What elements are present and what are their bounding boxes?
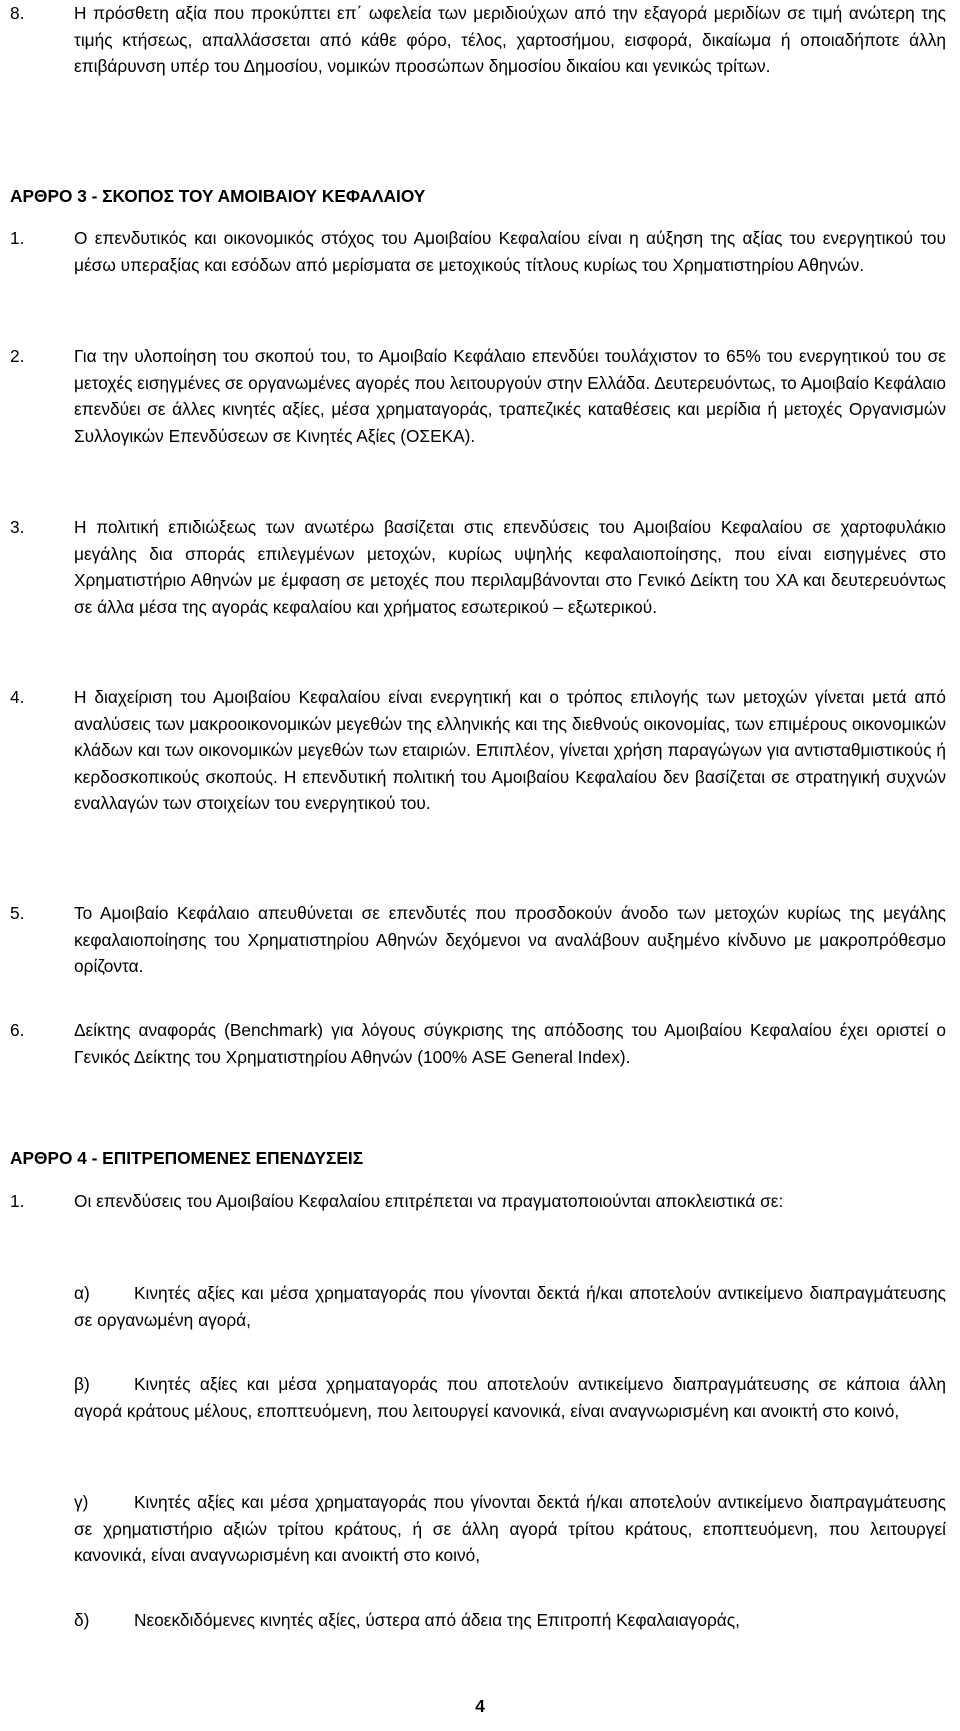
paragraph-text: Η πρόσθετη αξία που προκύπτει επ΄ ωφελεία των μεριδιούχων από την εξαγορά μεριδίων σε τιμή ανώτερη της τιμής κτήσεως, απαλλάσσεται από κάθε φόρο, τέλος, χαρτοσήμου, εισφορά, δικαίωμα ή οποιαδήποτε άλλη επιβάρυνση υπέρ του Δημοσίου, νομικών προσώπων δημοσίου δικαίου και γενικώς τρίτων. [74, 3, 946, 76]
sub-item-text: Κινητές αξίες και μέσα χρηματαγοράς που γίνονται δεκτά ή/και αποτελούν αντικείμενο διαπραγμάτευσης σε οργανωμένη αγορά, [74, 1283, 946, 1330]
sub-item-text: Κινητές αξίες και μέσα χρηματαγοράς που γίνονται δεκτά ή/και αποτελούν αντικείμενο διαπραγμάτευσης σε χρηματιστήριο αξιών τρίτου κράτους, ή σε άλλη αγορά τρίτου κράτους, εποπτευόμενη, που λειτουργεί κανονικά, είναι αναγνωρισμένη και ανοικτή στο κοινό, [74, 1492, 946, 1565]
paragraph-number: 4. [10, 687, 25, 707]
paragraph-number: 1. [10, 228, 25, 248]
paragraph-number: 2. [10, 346, 25, 366]
sub-item-label: β) [74, 1374, 90, 1394]
paragraph-text: Το Αμοιβαίο Κεφάλαιο απευθύνεται σε επενδυτές που προσδοκούν άνοδο των μετοχών κυρίως της μεγάλης κεφαλαιοποίησης του Χρηματιστηρίου Αθηνών δεχόμενοι να αναλάβουν αυξημένο κίνδυνο με μακροπρόθεσμο ορίζοντα. [74, 903, 946, 976]
paragraph-number: 5. [10, 903, 25, 923]
paragraph-number: 6. [10, 1020, 25, 1040]
paragraph-number: 1. [10, 1191, 25, 1211]
sub-item-label: γ) [74, 1492, 89, 1512]
paragraph-number: 3. [10, 517, 25, 537]
paragraph-text: Για την υλοποίηση του σκοπού του, το Αμοιβαίο Κεφάλαιο επενδύει τουλάχιστον το 65% του ενεργητικού του σε μετοχές εισηγμένες σε οργανωμένες αγορές που λειτουργούν στην Ελλάδα. Δευτερευόντως, το Αμοιβαίο Κεφάλαιο επενδύει σε άλλες κινητές αξίες, μέσα χρηματαγοράς, τραπεζικές καταθέσεις και μερίδια ή μετοχές Οργανισμών Συλλογικών Επενδύσεων σε Κινητές Αξίες (ΟΣΕΚΑ). [74, 346, 946, 446]
article-3-heading: ΑΡΘΡΟ 3 - ΣΚΟΠΟΣ ΤΟΥ ΑΜΟΙΒΑΙΟΥ ΚΕΦΑΛΑΙΟΥ [10, 186, 426, 206]
page-number: 4 [475, 1696, 485, 1716]
paragraph-text: Η πολιτική επιδιώξεως των ανωτέρω βασίζεται στις επενδύσεις του Αμοιβαίου Κεφαλαίου σε χαρτοφυλάκιο μεγάλης δια σποράς επιλεγμένων μετοχών, κυρίως υψηλής κεφαλαιοποίησης, που είναι εισηγμένες στο Χρηματιστήριο Αθηνών με έμφαση σε μετοχές που περιλαμβάνονται στο Γενικό Δείκτη του ΧΑ και δευτερευόντως σε άλλα μέσα της αγοράς κεφαλαίου και χρήματος εσωτερικού – εξωτερικού. [74, 517, 946, 617]
article-4-heading: ΑΡΘΡΟ 4 - ΕΠΙΤΡΕΠΟΜΕΝΕΣ ΕΠΕΝΔΥΣΕΙΣ [10, 1148, 364, 1168]
sub-item-label: δ) [74, 1610, 90, 1630]
paragraph-text: Οι επενδύσεις του Αμοιβαίου Κεφαλαίου επιτρέπεται να πραγματοποιούνται αποκλειστικά σε: [74, 1191, 784, 1211]
sub-item-text: Κινητές αξίες και μέσα χρηματαγοράς που αποτελούν αντικείμενο διαπραγμάτευσης σε κάποια άλλη αγορά κράτους μέλους, εποπτευόμενη, που λειτουργεί κανονικά, είναι αναγνωρισμένη και ανοικτή στο κοινό, [74, 1374, 946, 1421]
sub-item-label: α) [74, 1283, 90, 1303]
paragraph-number: 8. [10, 3, 25, 23]
paragraph-text: Η διαχείριση του Αμοιβαίου Κεφαλαίου είναι ενεργητική και ο τρόπος επιλογής των μετοχών γίνεται μετά από αναλύσεις των μακροοικονομικών μεγεθών της ελληνικής και της διεθνούς οικονομίας, των επιμέρους οικονομικών κλάδων και των οικονομικών μεγεθών των εταιριών. Επιπλέον, γίνεται χρήση παραγώγων για αντισταθμιστικούς ή κερδοσκοπικούς σκοπούς. Η επενδυτική πολιτική του Αμοιβαίου Κεφαλαίου δεν βασίζεται σε στρατηγική συχνών εναλλαγών των στοιχείων του ενεργητικού του. [74, 687, 946, 813]
sub-item-text: Νεοεκδιδόμενες κινητές αξίες, ύστερα από άδεια της Επιτροπή Κεφαλαιαγοράς, [134, 1610, 740, 1630]
paragraph-text: Δείκτης αναφοράς (Benchmark) για λόγους σύγκρισης της απόδοσης του Αμοιβαίου Κεφαλαίου έχει οριστεί ο Γενικός Δείκτης του Χρηματιστηρίου Αθηνών (100% ASE General Index). [74, 1020, 946, 1067]
paragraph-text: Ο επενδυτικός και οικονομικός στόχος του Αμοιβαίου Κεφαλαίου είναι η αύξηση της αξίας του ενεργητικού του μέσω υπεραξίας και εσόδων από μερίσματα σε μετοχικούς τίτλους κυρίως του Χρηματιστηρίου Αθηνών. [74, 228, 946, 275]
